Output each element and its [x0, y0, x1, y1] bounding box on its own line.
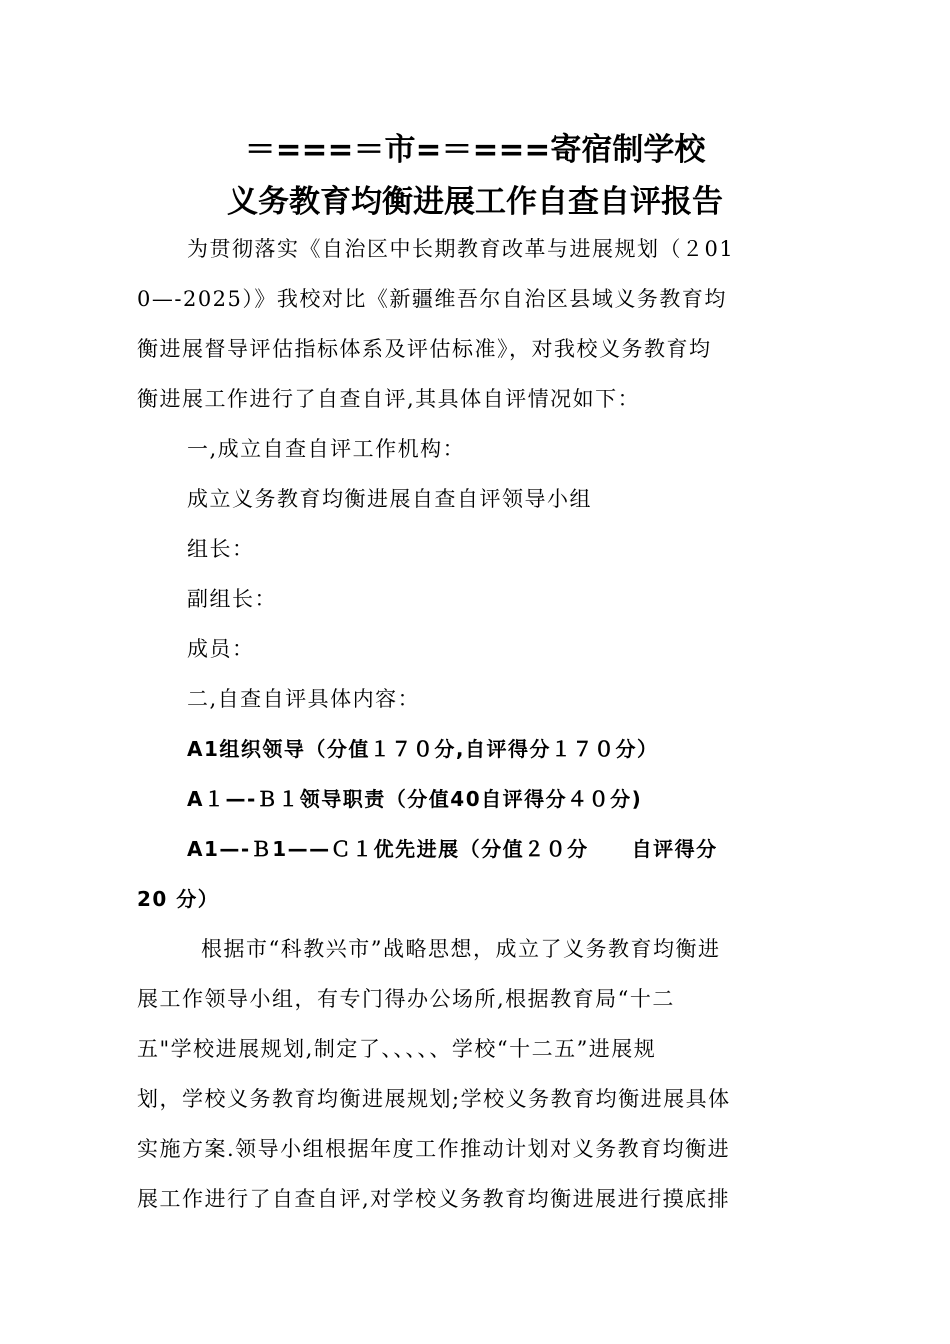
members-label: 成员：: [187, 637, 255, 661]
intro-line: 为贯彻落实《自治区中长期教育改革与进展规划（２01: [187, 237, 735, 261]
intro-line: 衡进展工作进行了自查自评,其具体自评情况如下：: [137, 387, 641, 411]
leader-label: 组长：: [187, 537, 255, 561]
section-2-heading: 二,自查自评具体内容：: [187, 687, 421, 711]
c1-heading-line-1: A1—-Ｂ1——Ｃ１优先进展（分值２０分 自评得分: [187, 837, 718, 861]
c1-heading-line-2: 20 分）: [137, 887, 220, 911]
body-line: 展工作领导小组，有专门得办公场所,根据教育局“十二: [137, 987, 675, 1011]
body-line: 五"学校进展规划,制定了、、、、、学校“十二五”进展规: [137, 1037, 657, 1061]
document-title-line-2: 义务教育均衡进展工作自查自评报告: [227, 184, 723, 220]
group-name: 成立义务教育均衡进展自查自评领导小组: [187, 487, 592, 511]
section-1-heading: 一,成立自查自评工作机构：: [187, 437, 466, 461]
body-line: 实施方案.领导小组根据年度工作推动计划对义务教育均衡进: [137, 1137, 731, 1161]
body-line: 根据市“科教兴市”战略思想，成立了义务教育均衡进: [201, 937, 721, 961]
intro-line: 衡进展督导评估指标体系及评估标准》，对我校义务教育均: [137, 337, 712, 361]
body-line: 展工作进行了自查自评,对学校义务教育均衡进展进行摸底排: [137, 1187, 731, 1211]
body-line: 划，学校义务教育均衡进展规划;学校义务教育均衡进展具体: [137, 1087, 731, 1111]
b1-heading: A１—-Ｂ１领导职责（分值40自评得分４０分): [187, 787, 643, 811]
document-title-line-1: ＝===＝市=＝===寄宿制学校: [244, 132, 706, 168]
intro-line: 0—-2025）》我校对比《新疆维吾尔自治区县域义务教育均: [137, 287, 727, 311]
a1-heading: A1组织领导（分值１７０分,自评得分１７０分）: [187, 737, 659, 761]
deputy-label: 副组长：: [187, 587, 277, 611]
document-body: [137, 224, 817, 1334]
